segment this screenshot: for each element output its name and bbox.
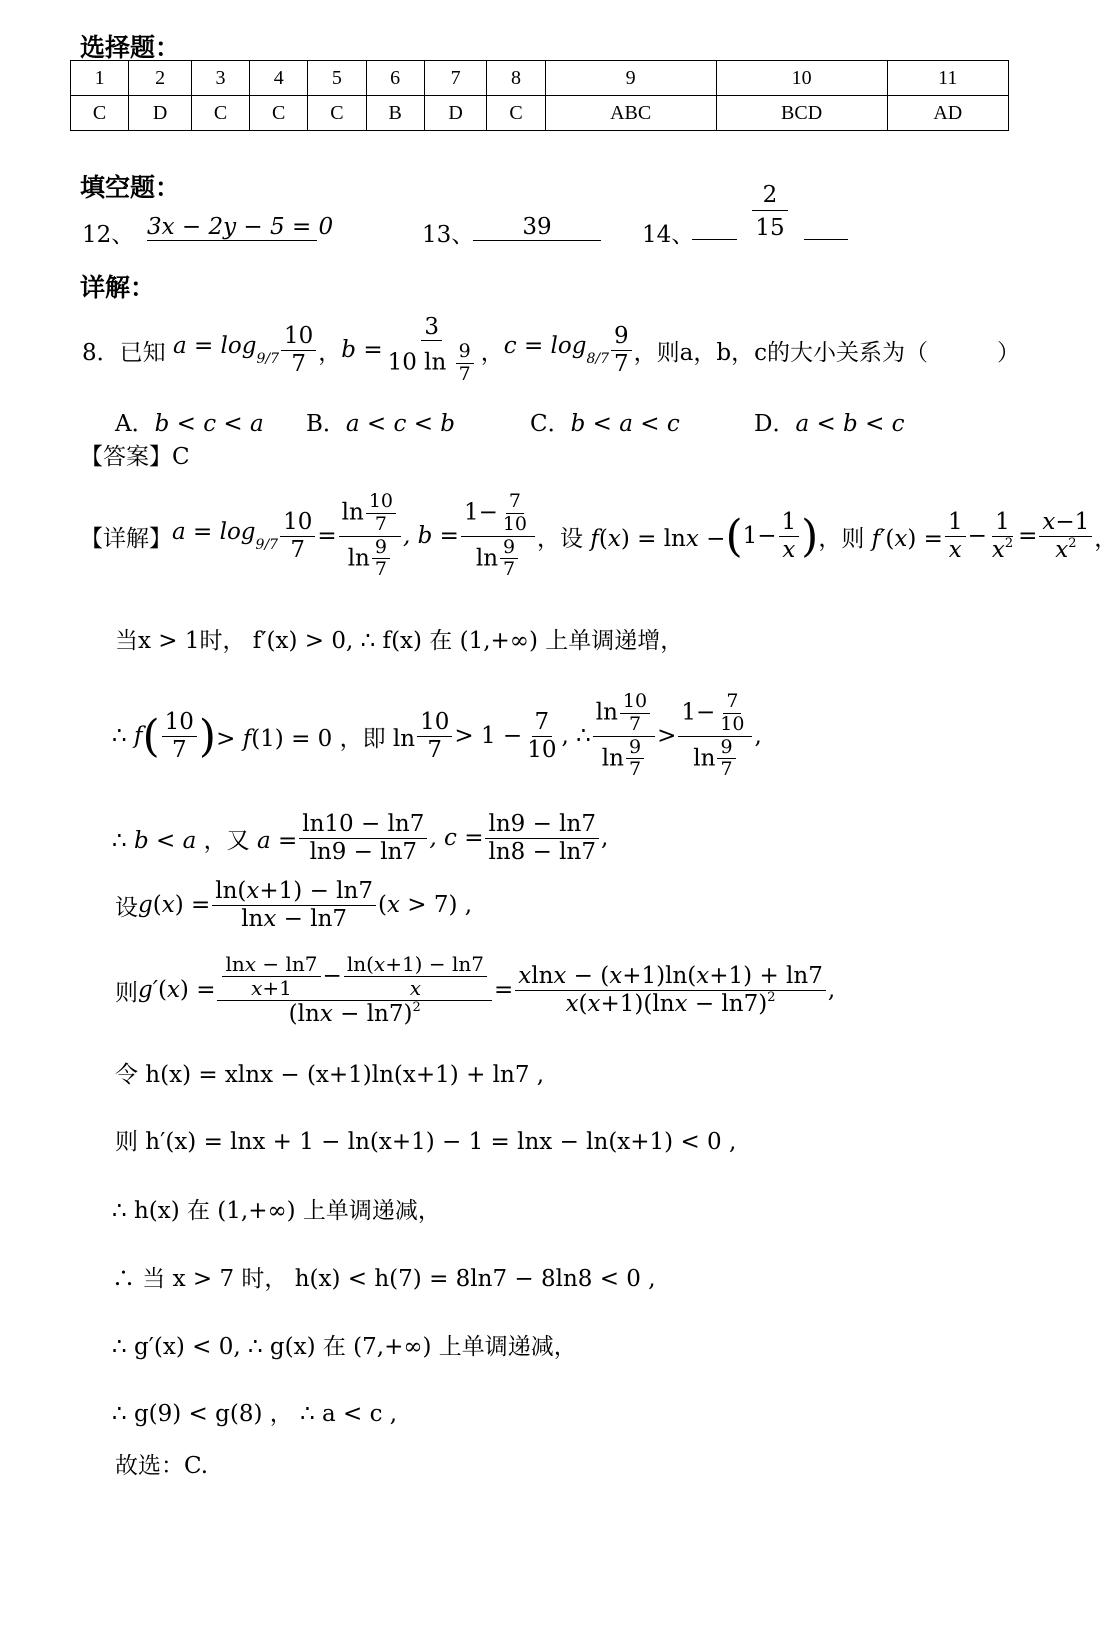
table-cell: 9 [545,61,716,96]
math: ， [1094,525,1117,552]
option-label: A． [115,411,155,437]
line-prefix: 则 [115,979,138,1006]
option-d [754,405,905,438]
option-text: a < b < c [795,411,905,437]
solution-line-11: ∴ g′(x) < 0, ∴ g(x) 在 (7,+∞) 上单调递减， [112,1334,577,1360]
answer-table-number-row [71,61,1009,96]
choice-heading: 选择题： [80,33,181,62]
option-a [115,405,264,438]
answer-table [70,60,1009,131]
fraction: lnx − ln7 x+1 − $\frac{\ln(x+1) - \ln 7}{x}$ $(\ln x - \ln 7)^2$ [217,953,491,1027]
solution-line-9: ∴ h(x) 在 (1,+∞) 上单调递减， [112,1198,441,1224]
fraction: 10 7 [281,323,316,377]
table-cell: D [129,96,192,131]
solution-line-12: ∴ g(9) < g(8) ， ∴ a < c , [112,1401,398,1427]
math: = [1018,523,1038,549]
solution-line-7: 令 h(x) = xlnx − (x+1)ln(x+1) + ln7 , [115,1062,545,1088]
math: ) [801,510,819,562]
table-cell: BCD [716,96,887,131]
math: ( [142,710,160,762]
fraction: $\frac{\ln 9 - \ln 7}{\ln 8 - \ln 7}$ [485,811,599,865]
table-cell: 1 [71,61,129,96]
table-cell: 2 [129,61,192,96]
fraction: $\frac{1}{x^2}$ [991,509,1014,563]
option-text: a < c < b [345,411,456,437]
solution-line-2: 当x > 1时， f′(x) > 0, ∴ f(x) 在 (1,+∞) 上单调递增， [115,628,684,654]
fraction: $\frac{xlnx - (x+1)\ln(x+1) + \ln 7}{x(x+1)(\ln x - \ln 7)^2}$ [515,963,826,1017]
q12-label: 12、 [82,222,135,248]
math: (x > 7) , [377,892,473,918]
table-cell: AD [887,96,1008,131]
fraction: ln $\frac{10}{7}$ ln $\frac{9}{7}$ [593,691,655,781]
q14-numerator: 2 [752,180,788,211]
fill-heading: 填空题： [80,173,181,202]
option-label: B． [306,411,346,437]
math: , ∴ [561,723,591,749]
fraction: 1− $\frac{7}{10}$ ln $\frac{9}{7}$ [678,691,752,781]
table-cell: C [487,96,545,131]
fraction: $\frac{1}{x}$ [779,509,800,563]
table-cell: 7 [424,61,487,96]
answer-line [80,438,190,471]
table-cell: C [308,96,366,131]
table-cell: 11 [887,61,1008,96]
fraction: 1− $\frac{7}{10}$ ln $\frac{9}{7}$ [461,491,535,581]
math: > 1 − [454,723,523,749]
fraction: $\frac{\ln 10 - \ln 7}{\ln 9 - \ln 7}$ [299,811,427,865]
solution-line-13: 故选：C. [115,1453,209,1479]
math: g(x) = [138,892,211,918]
stem-math-b: b = [341,337,383,363]
separator: ， [318,339,342,366]
stem-math-a: $a = \log_{9/7}$ [165,333,280,367]
table-cell: 3 [191,61,249,96]
stem-prefix: 已知 [119,339,166,366]
math: > [657,723,677,749]
table-cell: 6 [366,61,424,96]
fraction: $\frac{10}{7}$ [280,509,315,563]
answer-label: 【答案】 [80,444,172,470]
solution-line-10: ∴ 当 x > 7 时， h(x) < h(7) = 8ln7 − 8ln8 < 0 , [112,1266,656,1292]
answer-value: C [172,444,190,470]
math: , [827,977,836,1003]
detail-heading: 详解： [80,273,156,302]
q12-answer: 3x − 2y − 5 = 0 [147,214,334,240]
option-b [306,405,455,438]
problem-stem [82,302,1020,398]
solution-line-3 [112,686,762,786]
stem-suffix: ，则a，b，c的大小关系为（ ） [633,339,1020,366]
solution-line-4 [112,808,608,868]
option-label: D． [754,411,796,437]
math: ，设 f(x) = lnx − [537,525,726,552]
math: ) [198,710,217,762]
fraction: 10 7 [417,709,452,763]
answer-table-answer-row [71,96,1009,131]
fraction: $\frac{x-1}{x^2}$ [1039,509,1092,563]
math: , c = [429,825,484,851]
table-cell: B [366,96,424,131]
option-c [530,405,680,438]
option-label: C． [530,411,571,437]
math: = [317,523,337,549]
q13-label: 13、 [422,222,475,248]
option-text: b < a < c [570,411,680,437]
math: g′(x) = [138,977,216,1003]
q14-fraction [752,180,788,245]
math: = [493,977,514,1003]
q14-blank-left [692,239,737,240]
math: , [754,723,762,749]
table-cell: 10 [716,61,887,96]
table-cell: ABC [545,96,716,131]
math: ( [725,510,743,562]
math: , b = [403,523,459,549]
table-cell: C [250,96,308,131]
fraction: 10 7 [162,709,197,763]
q14-denominator: 15 [755,215,785,241]
table-cell: 8 [487,61,545,96]
math: − [967,523,987,549]
solution-line-5 [115,874,472,936]
fraction: $\frac{7}{10}$ [527,709,557,763]
q13-answer: 39 [473,214,601,241]
table-cell: C [191,96,249,131]
math: ，则 f′(x) = [818,525,943,552]
fraction: $\frac{1}{x}$ [945,509,966,563]
option-text: b < c < a [154,411,264,437]
table-cell: C [71,96,129,131]
stem-math-c: $c = \log_{8/7}$ [503,333,609,367]
fraction: 9 7 [611,323,632,377]
q14-label: 14、 [642,222,695,248]
solution-line-1 [80,484,1117,588]
q14-blank-right [804,239,848,240]
math: > f(1) = 0 ，即 ln [216,725,416,752]
fraction: 3 10 ln $\frac{9}{7}$ [385,314,479,386]
table-cell: 4 [250,61,308,96]
math: , [600,825,609,851]
fraction: $\frac{\ln(x+1) - \ln 7}{\ln x - \ln 7}$ [212,878,376,932]
solution-line-6 [115,942,835,1038]
table-cell: D [424,96,487,131]
table-cell: 5 [308,61,366,96]
math: ∴ f [112,723,143,749]
line-prefix: 设 [115,894,138,921]
math: 1− [742,523,777,549]
math: $a = \log_{9/7}$ [172,519,279,553]
solution-label: 【详解】 [80,525,172,552]
solution-line-8: 则 h′(x) = lnx + 1 − ln(x+1) − 1 = lnx − ln(x+1) < 0 , [115,1129,737,1155]
fraction: ln $\frac{10}{7}$ ln $\frac{9}{7}$ [339,491,401,581]
math: ∴ b < a ，又 a = [112,827,298,854]
separator: ， [480,339,504,366]
problem-number: 8． [82,339,120,366]
